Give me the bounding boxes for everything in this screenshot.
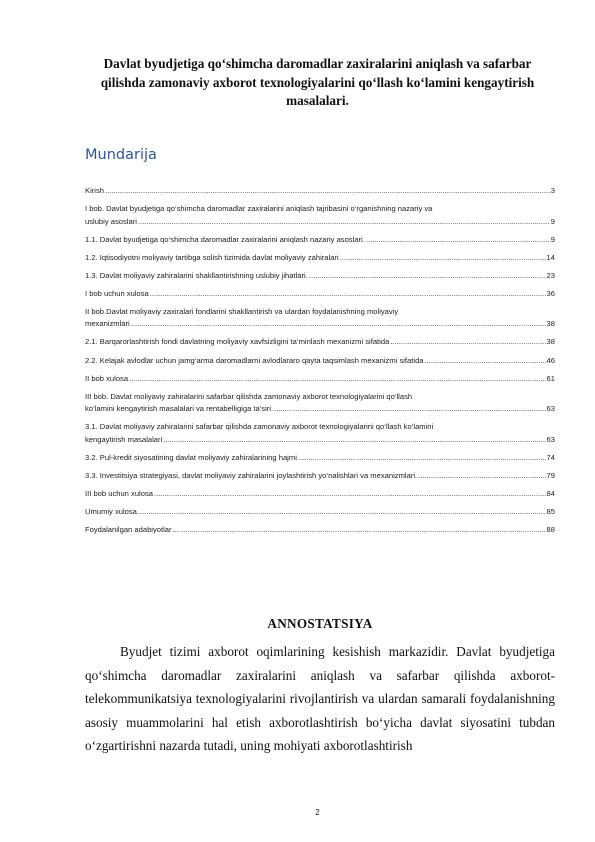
toc-entry[interactable] (85, 355, 555, 367)
toc-entry-line (85, 288, 555, 300)
toc-dot-leader (274, 403, 545, 415)
toc-entry-title: III bob uchun xulosa (85, 488, 153, 498)
toc-entry-line (85, 252, 555, 264)
page-number: 2 (315, 808, 320, 817)
toc-page-number: 63 (546, 404, 555, 414)
toc-dot-leader (340, 252, 546, 264)
toc-entry[interactable] (85, 252, 555, 264)
toc-page-number: 36 (546, 288, 555, 298)
toc-page-number: 46 (546, 355, 555, 365)
toc-dot-leader (425, 355, 546, 367)
toc-entry-title-line: I bob. Davlat byudjetiga qo‘shimcha daromadlar zaxiralarini aniqlash tajribasini o‘rganishning nazariy va (85, 204, 433, 214)
toc-entry-title: 1.1. Davlat byudjetiga qo‘shimcha daromadlar zaxiralarini aniqlash nazariy asoslari. (85, 234, 365, 244)
toc-entry-line (85, 234, 555, 246)
toc-page-number: 38 (546, 319, 555, 329)
toc-entry-title: I bob uchun xulosa (85, 288, 149, 298)
document-title: Davlat byudjetiga qo‘shimcha daromadlar zaxiralarini aniqlash va safarbar qilishda zamonaviy axborot texnologiyalarini qo‘llash ko‘lamini kengaytirish masalalari. (100, 56, 535, 108)
toc-entry-line (85, 470, 555, 482)
toc-dot-leader (366, 234, 550, 246)
toc-page-number: 14 (546, 252, 555, 262)
toc-page-number: 79 (546, 470, 555, 480)
toc-entry-line (85, 270, 555, 282)
toc-entry-line (85, 452, 555, 464)
toc-entry-line (85, 336, 555, 348)
toc-entry-line (85, 373, 555, 385)
toc-entry[interactable] (85, 391, 555, 416)
toc-entry[interactable] (85, 306, 555, 331)
toc-dot-leader (418, 470, 545, 482)
toc-entry[interactable] (85, 524, 555, 536)
toc-entry[interactable] (85, 336, 555, 348)
toc-dot-leader (150, 288, 546, 300)
toc-dot-leader (105, 185, 550, 197)
toc-entry[interactable] (85, 373, 555, 385)
annotation-heading: ANNOSTATSIYA (267, 616, 373, 631)
toc-entry-title: 3.2. Pul-kredit siyosatining davlat moliyaviy zahiralarining hajmi (85, 452, 297, 462)
toc-dot-leader (138, 216, 550, 228)
toc-entry-line (85, 355, 555, 367)
toc-entry-title: kengaytirish masalalari (85, 434, 163, 444)
toc-entry-title-line: III bob. Davlat moliyaviy zahiralarini safarbar qilishda zamonaviy axborot texnologiyalarini qo‘llash (85, 391, 413, 401)
toc-entry[interactable] (85, 270, 555, 282)
toc-entry-title: 2.2. Kelajak avlodlar uchun jamg‘arma daromadlarni avlodlararo qayta taqsimlash mexanizmi sifatida (85, 355, 424, 365)
toc-dot-leader (154, 488, 546, 500)
toc-entry[interactable] (85, 288, 555, 300)
toc-page-number: 61 (546, 373, 555, 383)
toc-dot-leader (173, 524, 546, 536)
toc-dot-leader (163, 434, 545, 446)
toc-entry[interactable] (85, 452, 555, 464)
toc-page-number: 88 (546, 525, 555, 535)
toc-page-number: 23 (546, 270, 555, 280)
toc-dot-leader (131, 318, 546, 330)
toc-entry[interactable] (85, 470, 555, 482)
toc-page-number: 84 (546, 488, 555, 498)
toc-entry-line (85, 524, 555, 536)
toc-dot-leader (390, 336, 545, 348)
toc-entry-line (85, 318, 555, 330)
toc-page-number: 38 (546, 337, 555, 347)
toc-entry[interactable] (85, 488, 555, 500)
toc-entry[interactable] (85, 185, 555, 197)
toc-entry-line (85, 403, 555, 415)
toc-entry-title: ko‘lamini kengaytirish masalalari va rentabelligiga ta’siri. (85, 404, 274, 414)
toc-dot-leader (298, 452, 546, 464)
toc-entry[interactable] (85, 203, 555, 228)
toc-page-number: 9 (550, 216, 555, 226)
toc-page-number: 74 (546, 452, 555, 462)
toc-dot-leader (138, 506, 546, 518)
toc-entry-title-line: 3.1. Davlat moliyaviy zahiralarini safarbar qilishda zamonaviy axborot texnologiyalarini qo‘llash ko‘lamini (85, 422, 434, 432)
toc-page-number: 85 (546, 507, 555, 517)
toc-entry-title: uslubiy asoslari (85, 216, 137, 226)
toc-entry[interactable] (85, 506, 555, 518)
toc-page-number: 63 (546, 434, 555, 444)
toc-entry-title: II bob xulosa (85, 373, 129, 383)
toc-entry-line (85, 185, 555, 197)
toc-entry-title: 1.2. Iqtisodiyotni moliyaviy tartibga solish tizimida davlat moliyaviy zahiralari (85, 252, 339, 262)
toc-entry-title: 1.3. Davlat moliyaviy zahiralarini shakllantirishning uslubiy jihatlari. (85, 270, 308, 280)
toc-entry[interactable] (85, 421, 555, 446)
toc-dot-leader (309, 270, 546, 282)
toc-entry-title-line: II bob.Davlat moliyaviy zaxiralari fondlarini shakllantirish va ulardan foydalanishning moliyaviy (85, 306, 399, 316)
toc-dot-leader (129, 373, 545, 385)
toc-entry-title: mexanizmlari (85, 319, 130, 329)
toc-entry-title: 2.1. Barqarorlashtirish fondi davlatning moliyaviy xavfsizligini ta’minlash mexanizmi sifatida (85, 337, 390, 347)
toc-entry-line (85, 488, 555, 500)
toc-page-number: 3 (550, 186, 555, 195)
toc-heading: Mundarija (85, 147, 157, 163)
toc-entry-title: 3.3. Investitsiya strategiyasi, davlat moliyaviy zahiralarini joylashtirish yo‘nalishlari va mexanizmlari. (85, 470, 418, 480)
toc-entry-line (85, 434, 555, 446)
annotation-body: Byudjet tizimi axborot oqimlarining kesishish markazidir. Davlat byudjetiga qo‘shimcha daromadlar zaxiralarini aniqlash va safarbar qilishda axborot-telekommunikatsiya texnologiyalarini rivojlantirish va ulardan samarali foydalanishning asosiy muammolarini hal etish axborotlashtirish bo‘yicha davlat siyosatini tubdan o‘zgartirishni nazarda tutadi, uning mohiyati axborotlashtirish (85, 644, 555, 754)
table-of-contents (85, 185, 555, 542)
toc-entry-title: Foydalanilgan adabiyotlar (85, 525, 172, 535)
toc-entry[interactable] (85, 234, 555, 246)
toc-entry-title: Umumiy xulosa (85, 507, 137, 517)
toc-entry-line (85, 506, 555, 518)
toc-entry-line (85, 216, 555, 228)
toc-page-number: 9 (550, 234, 555, 244)
toc-entry-title: Kirish (85, 186, 104, 195)
